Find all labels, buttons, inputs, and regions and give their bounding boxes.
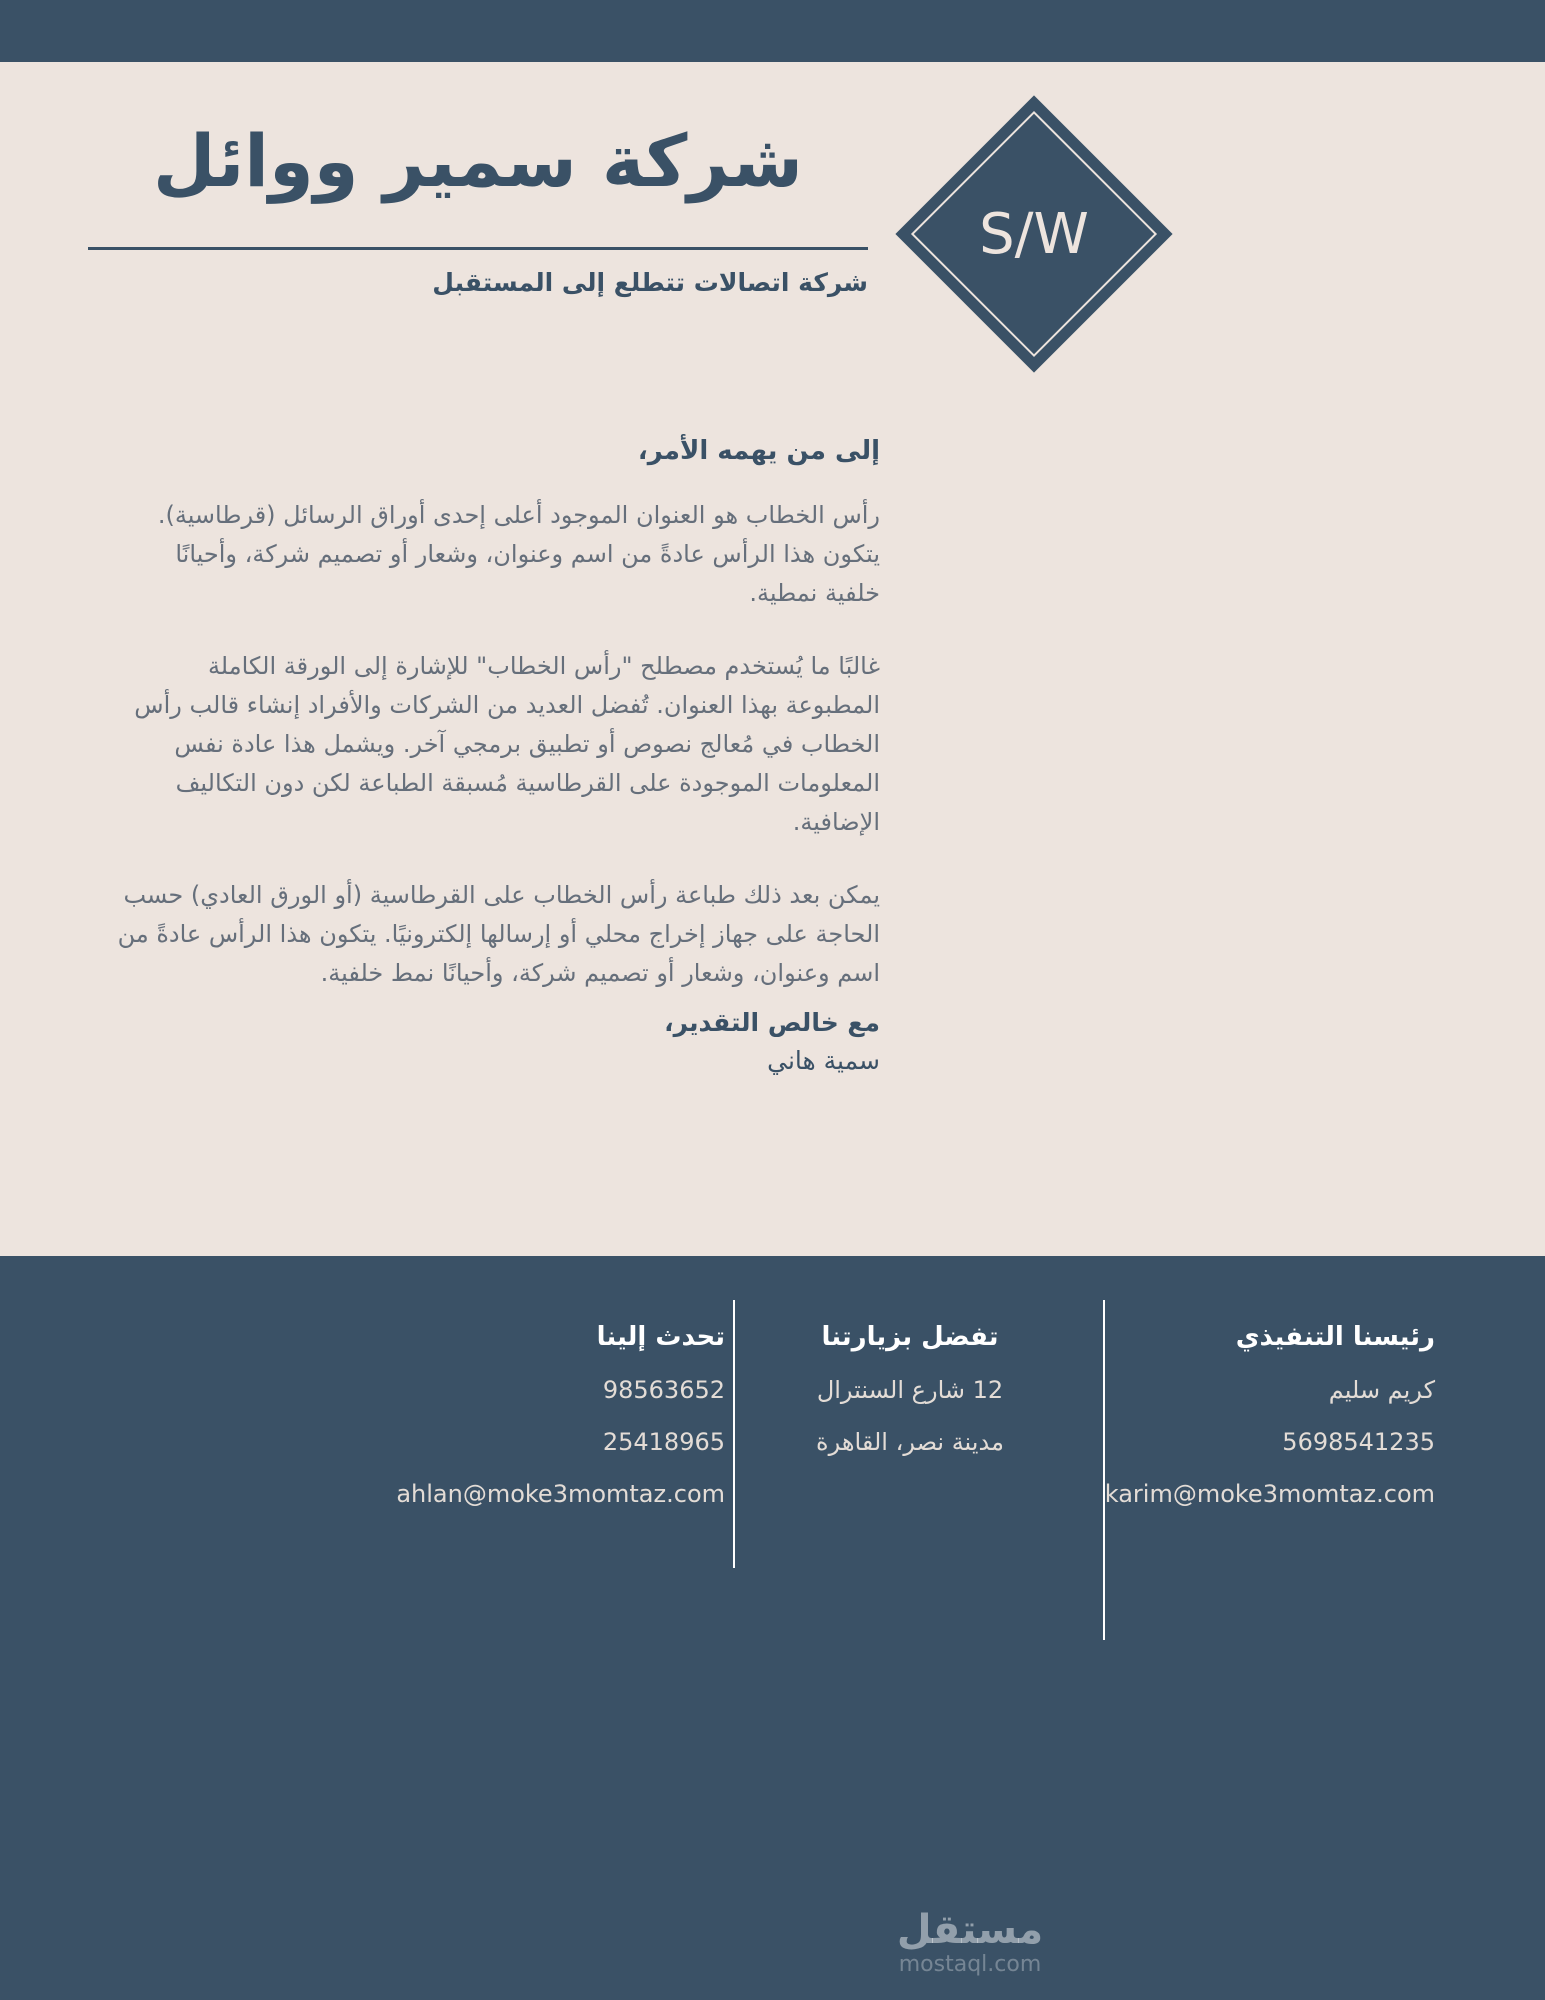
header-divider-line	[88, 247, 868, 250]
contact-heading: تحدث إلينا	[596, 1322, 725, 1352]
footer-contact-column	[396, 1322, 725, 1532]
letter-greeting: إلى من يهمه الأمر،	[637, 436, 880, 466]
footer-ceo-column	[1095, 1322, 1435, 1532]
visit-address-line-2: مدينة نصر، القاهرة	[816, 1428, 1004, 1456]
watermark-domain: mostaql.com	[898, 1952, 1042, 1977]
top-accent-band	[0, 0, 1545, 62]
company-logo	[936, 136, 1132, 332]
visit-heading: تفضل بزيارتنا	[821, 1322, 999, 1352]
letter-closing	[115, 1004, 880, 1080]
letter-body	[115, 436, 880, 1027]
contact-phone-2: 25418965	[602, 1428, 725, 1456]
ceo-name: كريم سليم	[1328, 1376, 1435, 1404]
footer	[0, 1256, 1545, 2000]
contact-phone-1: 98563652	[602, 1376, 725, 1404]
visit-address-line-1: 12 شارع السنترال	[816, 1376, 1004, 1404]
footer-visit-column	[735, 1322, 1085, 1480]
mostaql-watermark	[860, 1908, 1080, 1977]
ceo-phone: 5698541235	[1282, 1428, 1435, 1456]
watermark-logo-text: مستقل	[896, 1907, 1044, 1953]
letter-paragraph-3: يمكن بعد ذلك طباعة رأس الخطاب على القرطاسية (أو الورق العادي) حسب الحاجة على جهاز إخراج محلي أو إرسالها إلكترونيًا. يتكون هذا الرأس عادةً من اسم وعنوان، وشعار أو تصميم شركة، وأحيانًا نمط خلفية.	[117, 881, 880, 987]
ceo-email: karim@moke3momtaz.com	[1104, 1480, 1435, 1508]
contact-email: ahlan@moke3momtaz.com	[396, 1480, 725, 1508]
letter-paragraph-1: رأس الخطاب هو العنوان الموجود أعلى إحدى أوراق الرسائل (قرطاسية). يتكون هذا الرأس عادةً من اسم وعنوان، وشعار أو تصميم شركة، وأحيانًا خلفية نمطية.	[157, 501, 880, 607]
ceo-heading: رئيسنا التنفيذي	[1235, 1322, 1435, 1352]
company-name: شركة سمير ووائل	[152, 119, 803, 203]
logo-monogram: S/W	[979, 201, 1089, 267]
closing-signature: سمية هاني	[767, 1046, 880, 1075]
company-tagline: شركة اتصالات تتطلع إلى المستقبل	[432, 268, 868, 297]
closing-salutation: مع خالص التقدير،	[664, 1008, 880, 1037]
letter-paragraph-2: غالبًا ما يُستخدم مصطلح "رأس الخطاب" للإشارة إلى الورقة الكاملة المطبوعة بهذا العنوان. تُفضل العديد من الشركات والأفراد إنشاء قالب رأس الخطاب في مُعالج نصوص أو تطبيق برمجي آخر. ويشمل هذا عادة نفس المعلومات الموجودة على القرطاسية مُسبقة الطباعة لكن دون التكاليف الإضافية.	[134, 652, 880, 836]
